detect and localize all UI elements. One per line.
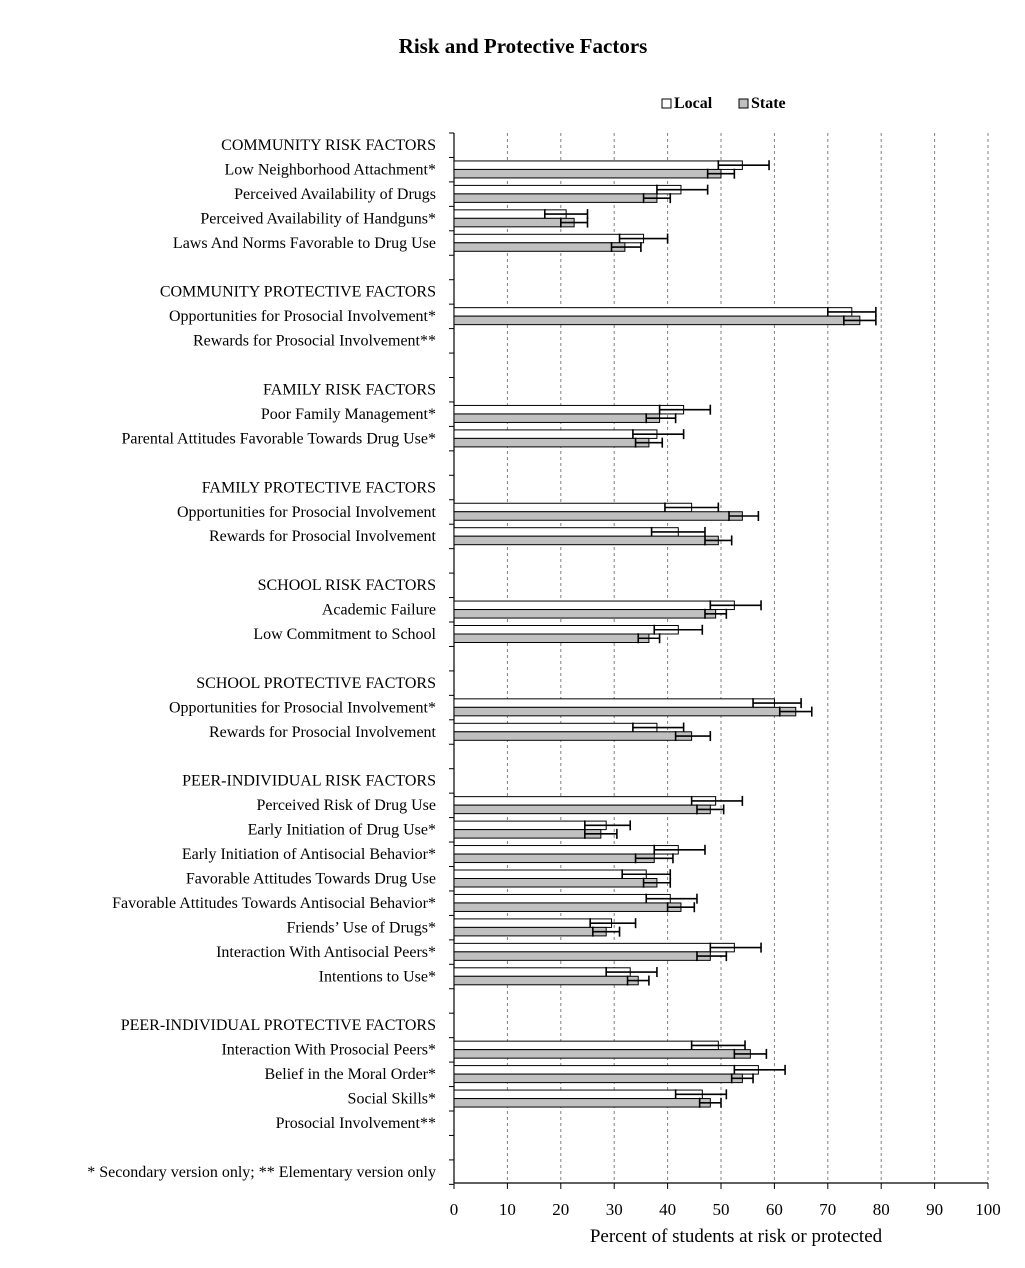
x-tick-label: 50 (712, 1200, 730, 1219)
local-bar (454, 308, 852, 317)
legend-label-local: Local (674, 95, 713, 112)
local-bar (454, 943, 734, 952)
x-tick-label: 90 (926, 1200, 944, 1219)
row-label: Opportunities for Prosocial Involvement* (168, 308, 436, 326)
state-bar (454, 707, 796, 716)
row-label: Parental Attitudes Favorable Towards Drug Use* (121, 430, 436, 448)
local-bar (454, 797, 716, 806)
x-axis-label: Percent of students at risk or protected (589, 1226, 883, 1247)
local-bar (454, 185, 681, 194)
x-tick-label: 30 (605, 1200, 623, 1219)
x-tick-label: 10 (498, 1200, 516, 1219)
row-header-label: COMMUNITY PROTECTIVE FACTORS (159, 283, 436, 301)
local-bar (454, 699, 774, 708)
state-bar (454, 169, 721, 178)
legend-swatch-state (739, 99, 748, 108)
row-label: Interaction With Prosocial Peers* (221, 1041, 436, 1059)
row-header-label: PEER-INDIVIDUAL PROTECTIVE FACTORS (120, 1017, 436, 1035)
row-header-label: SCHOOL RISK FACTORS (257, 577, 436, 595)
row-label: Perceived Availability of Drugs (234, 185, 436, 203)
row-label: Intentions to Use* (318, 968, 436, 986)
x-tick-label: 80 (872, 1200, 890, 1219)
row-header-label: COMMUNITY RISK FACTORS (221, 137, 436, 154)
state-bar (454, 438, 649, 447)
local-bar (454, 1041, 718, 1050)
row-label: Early Initiation of Antisocial Behavior* (181, 846, 436, 864)
row-label: Low Commitment to School (253, 626, 436, 643)
local-bar (454, 870, 646, 879)
x-tick-label: 100 (975, 1200, 1001, 1219)
row-label: Prosocial Involvement** (275, 1115, 436, 1132)
state-bar (454, 830, 601, 839)
row-label: Early Initiation of Drug Use* (247, 821, 436, 839)
local-bar (454, 528, 678, 537)
x-tick-label: 0 (449, 1200, 459, 1219)
row-header-label: PEER-INDIVIDUAL RISK FACTORS (182, 772, 436, 790)
state-bar (454, 952, 710, 961)
row-label: Friends’ Use of Drugs* (286, 919, 436, 937)
row-header-label: FAMILY PROTECTIVE FACTORS (201, 479, 436, 497)
footnote: * Secondary version only; ** Elementary version only (87, 1163, 436, 1181)
state-bar (454, 316, 860, 325)
state-bar (454, 512, 742, 521)
local-bar (454, 626, 678, 635)
row-label: Low Neighborhood Attachment* (224, 161, 436, 179)
state-bar (454, 927, 606, 936)
local-bar (454, 1066, 758, 1075)
state-bar (454, 218, 574, 227)
local-bar (454, 894, 670, 903)
local-bar (454, 821, 606, 830)
row-label: Poor Family Management* (260, 405, 436, 423)
local-bar (454, 234, 644, 243)
row-header-label: SCHOOL PROTECTIVE FACTORS (196, 674, 436, 692)
state-bar (454, 732, 692, 741)
state-bar (454, 1050, 750, 1059)
row-label: Interaction With Antisocial Peers* (216, 943, 436, 961)
state-bar (454, 243, 625, 252)
state-bar (454, 903, 681, 912)
legend-label-state: State (751, 95, 786, 112)
state-bar (454, 805, 710, 814)
row-label: Academic Failure (321, 601, 436, 619)
local-bar (454, 430, 657, 439)
state-bar (454, 976, 638, 985)
state-bar (454, 414, 660, 423)
row-label: Rewards for Prosocial Involvement (208, 723, 436, 741)
state-bar (454, 536, 718, 545)
chart-title: Risk and Protective Factors (398, 34, 648, 58)
row-label: Social Skills* (347, 1090, 436, 1108)
state-bar (454, 634, 649, 643)
state-bar (454, 1074, 742, 1083)
row-label: Opportunities for Prosocial Involvement* (168, 699, 436, 717)
row-label: Belief in the Moral Order* (264, 1066, 436, 1084)
x-tick-label: 60 (765, 1200, 783, 1219)
state-bar (454, 610, 716, 619)
x-tick-label: 70 (819, 1200, 837, 1219)
local-bar (454, 723, 657, 732)
row-label: Rewards for Prosocial Involvement (208, 528, 436, 546)
row-label: Perceived Availability of Handguns* (200, 210, 436, 228)
state-bar (454, 1099, 710, 1108)
local-bar (454, 968, 630, 977)
local-bar (454, 919, 612, 928)
local-bar (454, 846, 678, 855)
state-bar (454, 194, 657, 203)
row-label: Opportunities for Prosocial Involvement (176, 503, 436, 521)
row-label: Favorable Attitudes Towards Drug Use (185, 870, 436, 888)
row-label: Laws And Norms Favorable to Drug Use (172, 234, 436, 252)
local-bar (454, 503, 692, 512)
row-label: Favorable Attitudes Towards Antisocial Behavior* (112, 894, 436, 912)
local-bar (454, 1090, 702, 1099)
row-header-label: FAMILY RISK FACTORS (263, 381, 436, 399)
state-bar (454, 854, 654, 863)
local-bar (454, 161, 742, 170)
state-bar (454, 879, 657, 888)
x-tick-label: 20 (552, 1200, 570, 1219)
legend-swatch-local (662, 99, 671, 108)
row-label: Perceived Risk of Drug Use (256, 797, 436, 815)
local-bar (454, 601, 734, 610)
x-tick-label: 40 (659, 1200, 677, 1219)
row-label: Rewards for Prosocial Involvement** (192, 332, 436, 350)
local-bar (454, 405, 684, 414)
